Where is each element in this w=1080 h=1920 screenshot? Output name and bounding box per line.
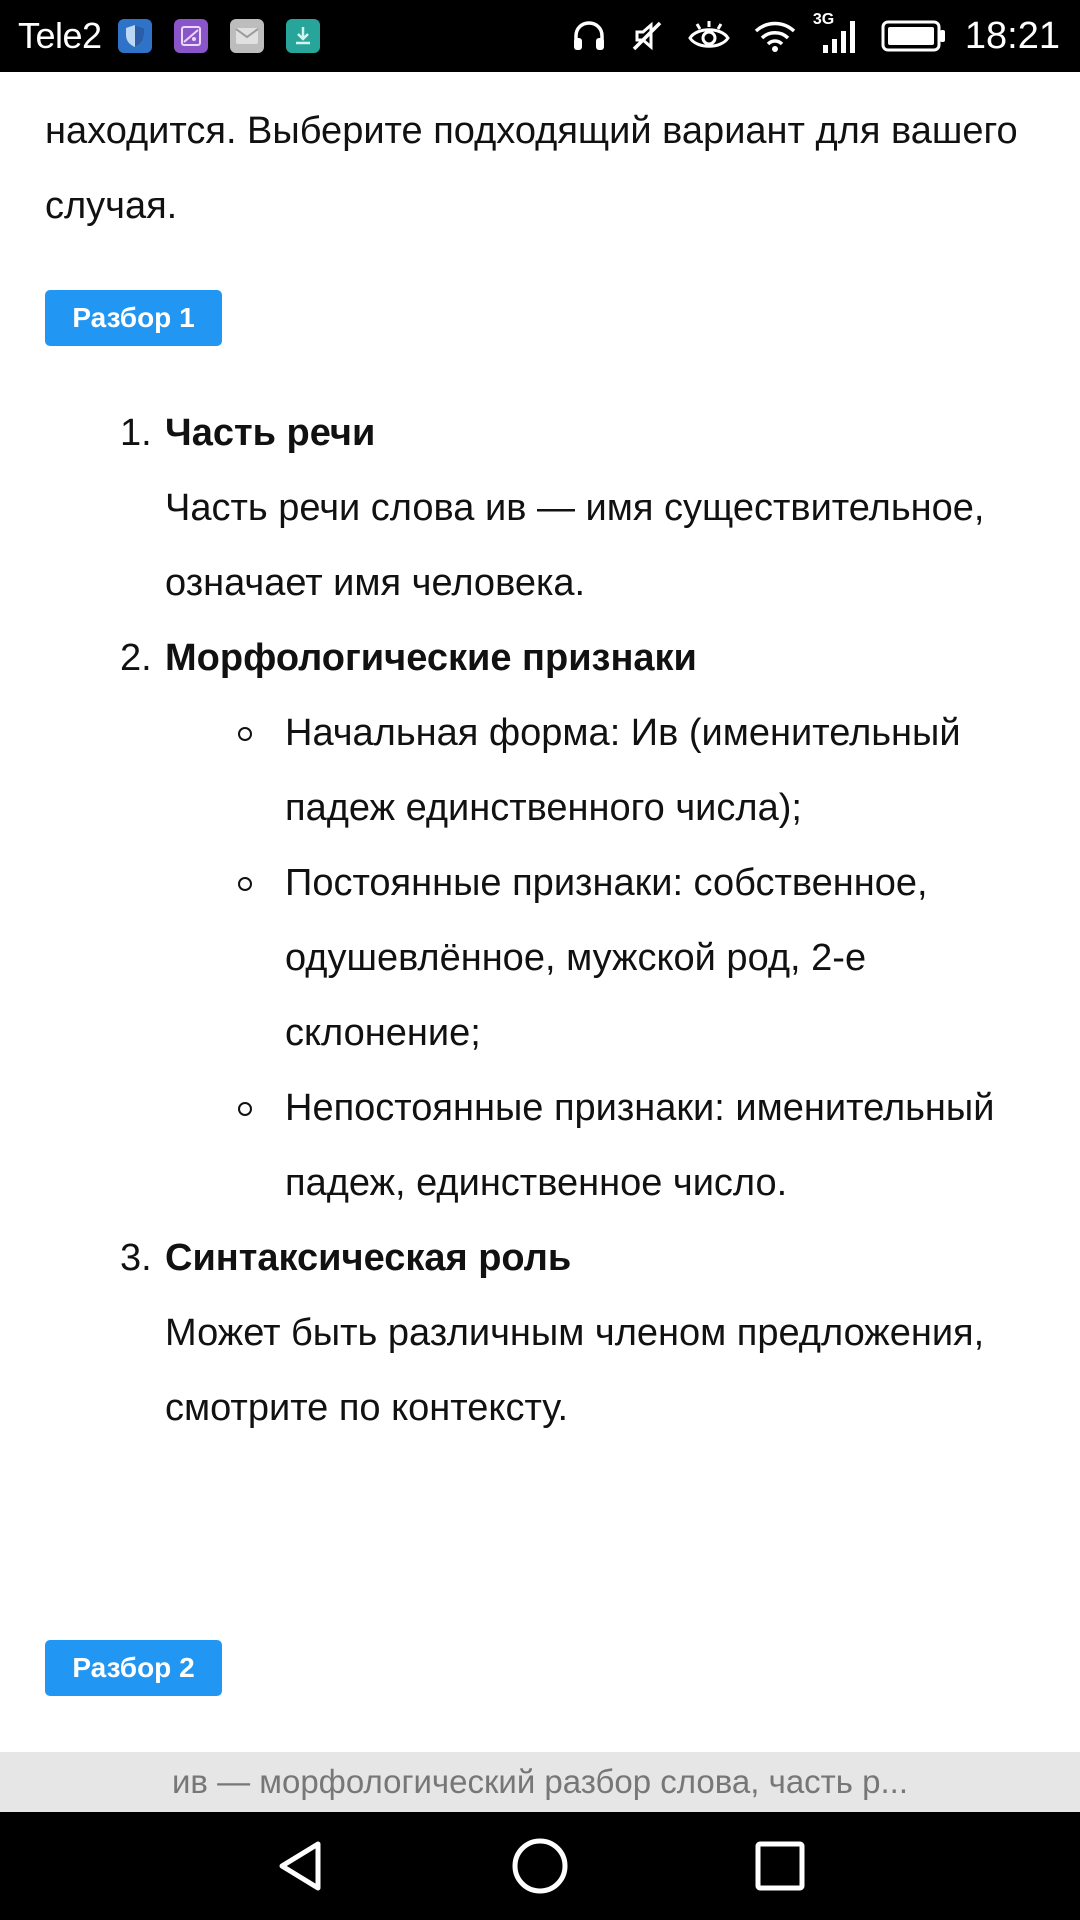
headphones-icon — [571, 18, 607, 54]
recent-apps-button[interactable] — [748, 1834, 812, 1898]
back-icon — [274, 1838, 326, 1894]
back-button[interactable] — [268, 1834, 332, 1898]
carrier-name: Tele2 — [18, 15, 102, 56]
list-item — [165, 846, 1025, 1071]
navigation-bar — [0, 1812, 1080, 1920]
list-item — [165, 696, 1025, 846]
section-title: Морфологические признаки — [165, 637, 697, 679]
bullet-text: Постоянные признаки: собственное, одушевлённое, мужской род, 2-е склонение; — [285, 862, 928, 1054]
battery-icon — [881, 19, 947, 53]
bullet-text: Начальная форма: Ив (именительный падеж единственного числа); — [285, 712, 961, 829]
home-icon — [510, 1836, 570, 1896]
mute-icon — [629, 18, 665, 54]
section-number: 2. — [120, 637, 152, 679]
section-number: 1. — [120, 412, 152, 454]
parse-2-badge[interactable]: Разбор 2 — [45, 1640, 222, 1696]
wifi-icon — [753, 18, 797, 54]
section-syntax-role — [0, 1221, 1080, 1446]
morphology-features-list — [165, 696, 1080, 1221]
gallery-icon — [174, 19, 208, 53]
article-content[interactable] — [0, 72, 1080, 1752]
status-bar-left — [18, 0, 342, 72]
status-bar-right — [549, 0, 1060, 72]
section-number: 3. — [120, 1237, 152, 1279]
network-type-label: 3G — [812, 11, 835, 28]
section-part-of-speech — [0, 396, 1080, 621]
page-title-bar[interactable] — [0, 1752, 1080, 1812]
list-item — [165, 1071, 1025, 1221]
status-bar — [0, 0, 1080, 72]
download-icon — [286, 19, 320, 53]
section-text: Может быть различным членом предложения, смотрите по контексту. — [165, 1312, 985, 1429]
section-title: Синтаксическая роль — [165, 1237, 572, 1279]
parse-1-badge[interactable]: Разбор 1 — [45, 290, 222, 346]
page-title: ив — морфологический разбор слова, часть р... — [171, 1763, 909, 1800]
recent-apps-icon — [753, 1839, 807, 1893]
intro-paragraph: находится. Выберите подходящий вариант для вашего случая. — [45, 110, 1018, 227]
section-morphology — [0, 621, 1080, 1221]
mail-icon — [230, 19, 264, 53]
eye-icon — [687, 18, 731, 54]
bullet-icon — [238, 1102, 252, 1116]
shield-icon — [118, 19, 152, 53]
clock: 18:21 — [964, 14, 1060, 57]
section-text: Часть речи слова ив — имя существительное, означает имя человека. — [165, 487, 985, 604]
section-title: Часть речи — [165, 412, 376, 454]
bullet-icon — [238, 727, 252, 741]
signal-icon — [812, 11, 859, 55]
home-button[interactable] — [508, 1834, 572, 1898]
bullet-icon — [238, 877, 252, 891]
parse-sections-list — [0, 396, 1080, 1446]
bullet-text: Непостоянные признаки: именительный падеж, единственное число. — [285, 1087, 995, 1204]
